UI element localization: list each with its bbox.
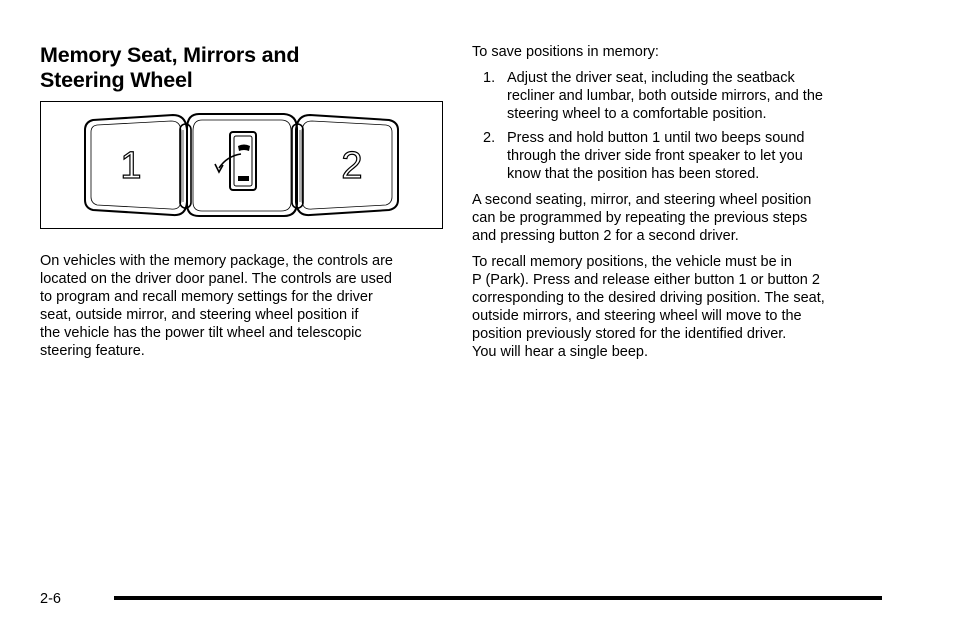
paragraph-line: outside mirrors, and steering wheel will move to the xyxy=(472,308,802,324)
step-number: 2. xyxy=(483,130,496,146)
paragraph-line: On vehicles with the memory package, the controls are xyxy=(40,253,393,269)
button-2-label: 2 xyxy=(341,145,363,187)
step-line: Press and hold button 1 until two beeps sound xyxy=(507,130,805,146)
paragraph-line: steering feature. xyxy=(40,343,145,359)
paragraph-line: and pressing button 2 for a second driver. xyxy=(472,228,739,244)
step-line: know that the position has been stored. xyxy=(507,166,760,182)
paragraph-line: corresponding to the desired driving position. The seat, xyxy=(472,290,825,306)
step-line: Adjust the driver seat, including the seatback xyxy=(507,70,795,86)
memory-package-paragraph xyxy=(40,252,440,360)
footer-rule xyxy=(114,596,882,600)
step-item xyxy=(472,69,872,123)
save-positions-intro: To save positions in memory: xyxy=(472,44,659,60)
button-divider-left xyxy=(180,124,191,208)
save-steps-list xyxy=(472,69,872,183)
step-number: 1. xyxy=(483,70,496,86)
left-column xyxy=(40,40,445,359)
paragraph-line: the vehicle has the power tilt wheel and telescopic xyxy=(40,325,362,341)
step-line: recliner and lumbar, both outside mirrors, and the xyxy=(507,88,823,104)
section-heading-line-1: Memory Seat, Mirrors and xyxy=(40,43,300,67)
paragraph-line: located on the driver door panel. The controls are used xyxy=(40,271,392,287)
paragraph-line: can be programmed by repeating the previous steps xyxy=(472,210,808,226)
paragraph-line: to program and recall memory settings for the driver xyxy=(40,289,373,305)
memory-button-2 xyxy=(296,115,398,215)
paragraph-line: seat, outside mirror, and steering wheel position if xyxy=(40,307,359,323)
step-line: through the driver side front speaker to let you xyxy=(507,148,803,164)
paragraph-line: A second seating, mirror, and steering wheel position xyxy=(472,192,812,208)
paragraph-line: position previously stored for the identified driver. xyxy=(472,326,787,342)
set-button xyxy=(187,114,297,216)
button-1-label: 1 xyxy=(120,145,142,187)
section-heading-line-2: Steering Wheel xyxy=(40,68,193,92)
step-item xyxy=(472,129,872,183)
right-column xyxy=(472,40,872,369)
page-number: 2-6 xyxy=(40,591,61,607)
paragraph-line: P (Park). Press and release either button 1 or button 2 xyxy=(472,272,820,288)
recall-positions-paragraph xyxy=(472,253,872,361)
step-line: steering wheel to a comfortable position. xyxy=(507,106,767,122)
second-driver-paragraph xyxy=(472,191,872,245)
memory-button-1 xyxy=(85,115,187,215)
paragraph-line: To recall memory positions, the vehicle must be in xyxy=(472,254,792,270)
paragraph-line: You will hear a single beep. xyxy=(472,344,649,360)
memory-buttons-illustration xyxy=(40,101,443,229)
section-heading xyxy=(40,43,445,93)
